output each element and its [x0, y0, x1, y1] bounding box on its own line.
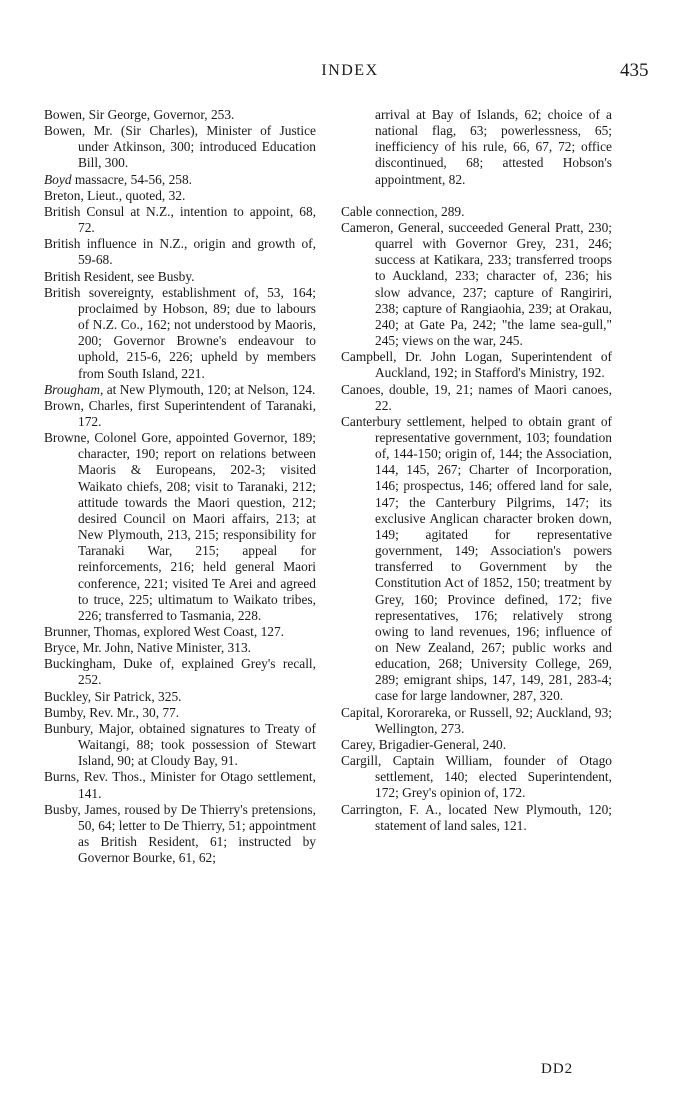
- signature-mark: DD2: [541, 1061, 574, 1077]
- index-entry: [44, 269, 316, 285]
- entry-text: Cameron, General, succeeded General Pratt, 230; quarrel with Governor Grey, 231, 246; success at Katikara, 233; transferred troops to Auckland, 233; character of, 236; his slow advance, 237; capture of Rangiriri, 238; capture of Rangiaohia, 239; at Orakau, 240; at Gate Pa, 242; "the lame sea-gull," 245; views on the war, 245.: [341, 219, 612, 349]
- entry-text: Brown, Charles, first Superintendent of Taranaki, 172.: [44, 397, 316, 429]
- index-column-left: [44, 107, 316, 866]
- index-entry: [44, 721, 316, 769]
- entry-text: Canoes, double, 19, 21; names of Maori canoes, 22.: [341, 381, 612, 413]
- index-entry: [341, 737, 612, 753]
- entry-text: Buckingham, Duke of, explained Grey's recall, 252.: [44, 656, 316, 688]
- index-entry: [44, 640, 316, 656]
- index-entry: [341, 107, 612, 188]
- index-entry: [44, 624, 316, 640]
- entry-italic-term: Boyd: [44, 171, 72, 187]
- index-entry: [44, 689, 316, 705]
- index-column-right: [341, 107, 612, 834]
- entry-text: Bunbury, Major, obtained signatures to Treaty of Waitangi, 88; took possession of Stewart Island, 90; at Cloudy Bay, 91.: [44, 720, 316, 769]
- entry-text: British Resident, see Busby.: [44, 268, 195, 284]
- index-entry: [44, 656, 316, 688]
- entry-text: Capital, Kororareka, or Russell, 92; Auckland, 93; Wellington, 273.: [341, 704, 612, 736]
- index-entry: [44, 430, 316, 624]
- entry-text: Bowen, Sir George, Governor, 253.: [44, 107, 235, 122]
- entry-text: British sovereignty, establishment of, 53, 164; proclaimed by Hobson, 89; due to labours of N.Z. Co., 162; not understood by Maoris, 200; Governor Browne's endeavour to uphold, 215-6, 226; upheld by members from South Island, 221.: [44, 284, 316, 381]
- index-entry: [44, 285, 316, 382]
- index-entry: [341, 382, 612, 414]
- index-entry: [341, 705, 612, 737]
- entry-text: Buckley, Sir Patrick, 325.: [44, 688, 182, 704]
- entry-text: Brunner, Thomas, explored West Coast, 127.: [44, 624, 285, 639]
- entry-text: British influence in N.Z., origin and growth of, 59-68.: [44, 236, 316, 268]
- index-entry: [341, 220, 612, 349]
- entry-text: arrival at Bay of Islands, 62; choice of a national flag, 63; powerlessness, 65; inefficiency of his rule, 66, 67, 72; office discontinued, 68; attested Hobson's appointment, 82.: [375, 107, 612, 187]
- entry-text: Canterbury settlement, helped to obtain grant of representative government, 103; foundation of, 144-150; origin of, 144; the Association, 144, 145, 267; Charter of Incorporation, 146; prospectus, 146; offered land for sale, 147; the Canterbury Pilgrims, 147; its exclusive Anglican character broken down, 149; agitated for representative government, 149; Association's powers transferred to Government by the Constitution Act of 1852, 150; treatment by Grey, 160; Province defined, 172; five representatives, 176; relatively strong owing to land revenues, 196; influence of on New Zealand, 267; public works and education, 268; University College, 269, 289; emigrant ships, 147, 149, 281, 283-4; case for large landowner, 287, 320.: [341, 413, 612, 704]
- entry-text: Carey, Brigadier-General, 240.: [341, 736, 507, 752]
- index-entry: [341, 204, 612, 220]
- index-entry: [44, 802, 316, 867]
- page-number: 435: [620, 60, 649, 81]
- entry-text: Bryce, Mr. John, Native Minister, 313.: [44, 640, 251, 656]
- index-entry: [341, 753, 612, 801]
- entry-text: Breton, Lieut., quoted, 32.: [44, 187, 186, 203]
- entry-text: Bumby, Rev. Mr., 30, 77.: [44, 704, 180, 720]
- entry-text: Cable connection, 289.: [341, 203, 465, 219]
- entry-text: Campbell, Dr. John Logan, Superintendent of Auckland, 192; in Stafford's Ministry, 192.: [341, 349, 612, 381]
- entry-text: at New Plymouth, 120; at Nelson, 124.: [103, 381, 316, 397]
- entry-text: Carrington, F. A., located New Plymouth, 120; statement of land sales, 121.: [341, 801, 612, 833]
- entry-text: Busby, James, roused by De Thierry's pretensions, 50, 64; letter to De Thierry, 51; appointment as British Resident, 61; instructed by Governor Bourke, 61, 62;: [44, 801, 316, 866]
- entry-gap: [341, 188, 612, 204]
- index-entry: [341, 414, 612, 705]
- entry-text: Burns, Rev. Thos., Minister for Otago settlement, 141.: [44, 769, 316, 801]
- entry-text: British Consul at N.Z., intention to appoint, 68, 72.: [44, 203, 316, 236]
- index-entry: [44, 705, 316, 721]
- index-entry: [44, 107, 316, 123]
- page-header-title: INDEX: [321, 62, 379, 79]
- index-entry: [341, 349, 612, 381]
- index-entry: [44, 236, 316, 268]
- index-entry: [44, 398, 316, 430]
- index-entry: [44, 382, 316, 398]
- index-entry: [44, 204, 316, 236]
- index-entry: [44, 769, 316, 801]
- entry-text: Cargill, Captain William, founder of Otago settlement, 140; elected Superintendent, 172; Grey's opinion of, 172.: [341, 753, 612, 801]
- entry-text: Bowen, Mr. (Sir Charles), Minister of Justice under Atkinson, 300; introduced Education Bill, 300.: [44, 123, 316, 171]
- index-entry: [44, 188, 316, 204]
- index-entry: [44, 172, 316, 188]
- entry-italic-term: Brougham,: [44, 381, 104, 397]
- entry-text: massacre, 54-56, 258.: [71, 171, 192, 187]
- entry-text: Browne, Colonel Gore, appointed Governor, 189; character, 190; report on relations between Maoris & Europeans, 202-3; visited Waikato chiefs, 208; visit to Taranaki, 212; attitude towards the Maori question, 212; desired Council on Maori affairs, 213; at New Plymouth, 213, 215; responsibility for Taranaki War, 215; appeal for reinforcements, 216; held general Maori conference, 221; visited Te Arei and agreed to truce, 225; ultimatum to Waikato tribes, 226; transferred to Tasmania, 228.: [44, 430, 316, 623]
- index-entry: [44, 123, 316, 171]
- index-entry: [341, 802, 612, 834]
